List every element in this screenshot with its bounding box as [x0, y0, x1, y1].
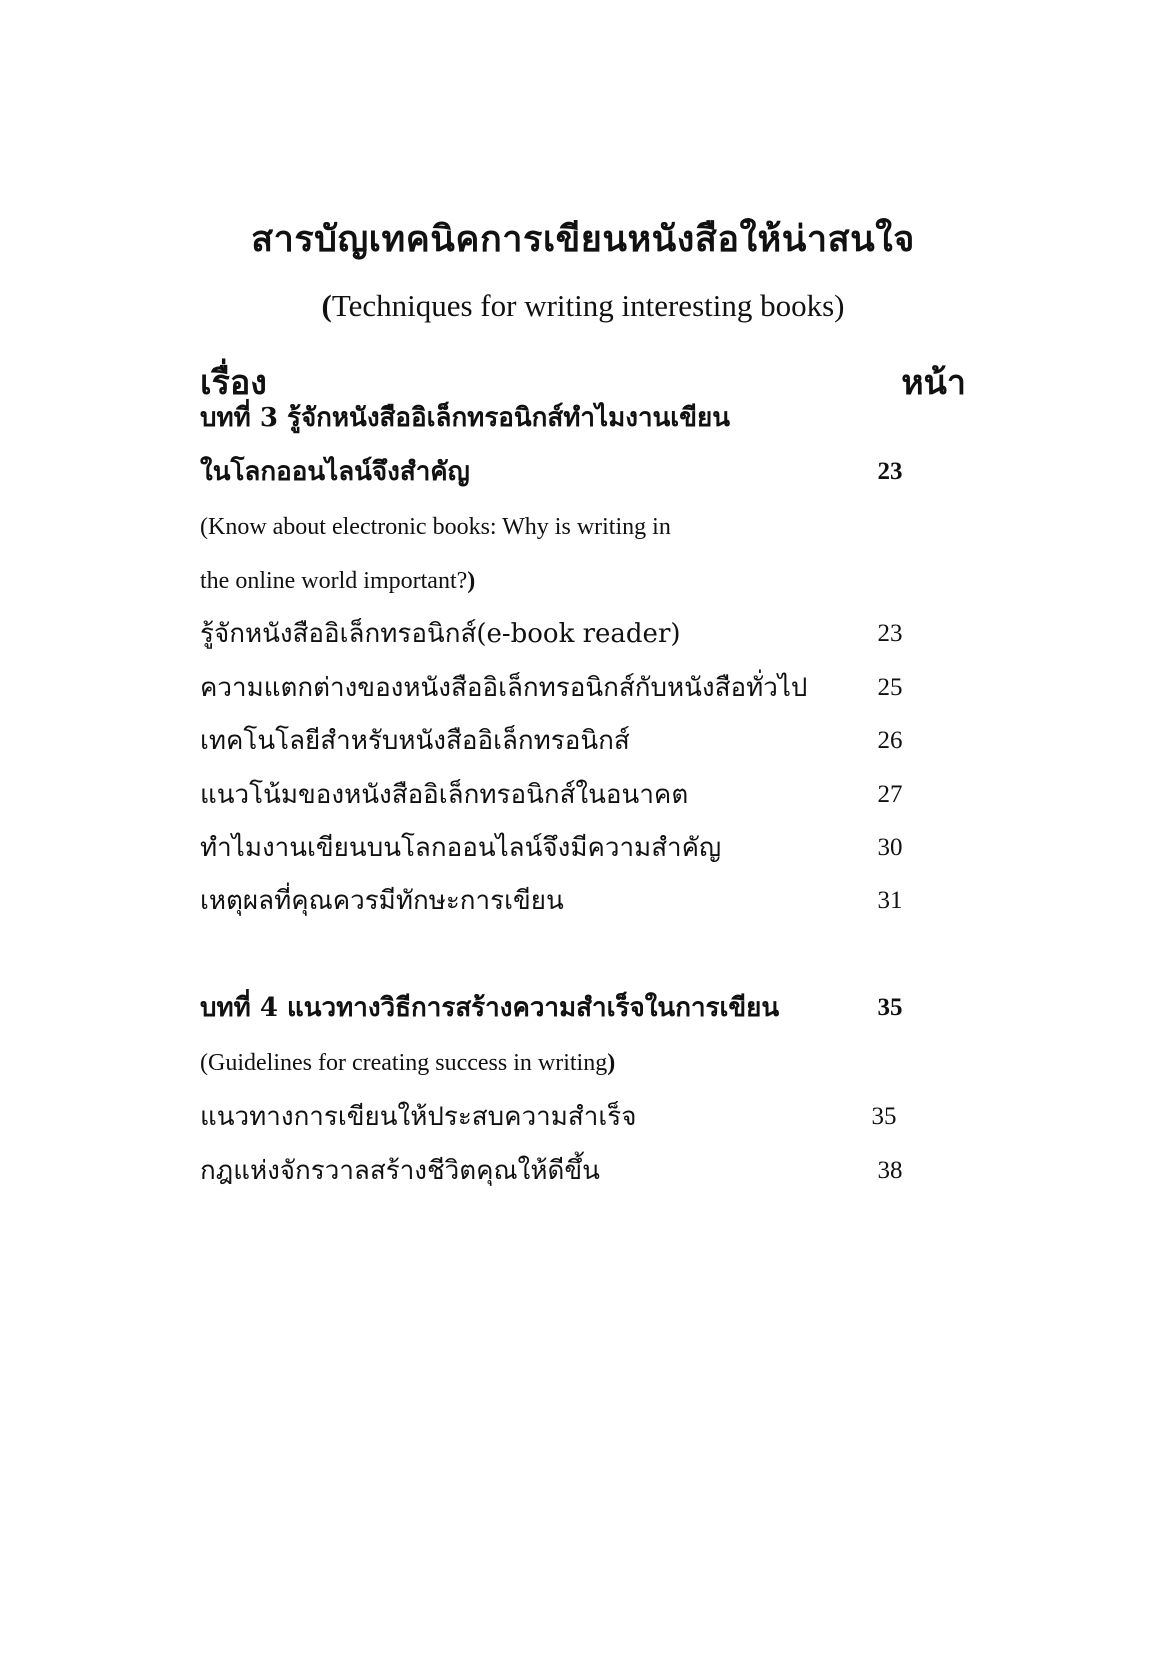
page-subtitle [0, 288, 1166, 324]
toc-entry-page: 31 [877, 887, 903, 914]
chapter4-eng-close-paren: ) [607, 1050, 616, 1076]
chapter3-title-line2 [200, 452, 960, 492]
toc-entry-label: แนวทางการเขียนให้ประสบความสำเร็จ [200, 1102, 637, 1132]
chapter4-eng-wrap [200, 1043, 615, 1083]
chapter4-page: 35 [877, 994, 903, 1021]
chapter3-title-line1-text: บทที่ 3 รู้จักหนังสืออิเล็กทรอนิกส์ทำไมงานเขียน [200, 403, 730, 433]
toc-entry [200, 721, 960, 761]
chapter4-title-line [200, 988, 960, 1028]
chapter3-eng-line1 [200, 507, 960, 547]
chapter4-title-text: บทที่ 4 แนวทางวิธีการสร้างความสำเร็จในการเขียน [200, 993, 780, 1023]
toc-entry [200, 668, 960, 708]
toc-entry-page: 30 [877, 834, 903, 861]
toc-entry [200, 1097, 960, 1137]
chapter3-eng-line2-text: the online world important? [200, 568, 468, 594]
toc-entry-page: 23 [877, 620, 903, 647]
page-title: สารบัญเทคนิคการเขียนหนังสือให้น่าสนใจ [251, 218, 915, 260]
toc-entry [200, 775, 960, 815]
header-topic: เรื่อง [200, 363, 267, 403]
toc-entry [200, 881, 960, 921]
toc-entry-label: เหตุผลที่คุณควรมีทักษะการเขียน [200, 886, 564, 916]
toc-entry-page: 27 [877, 781, 903, 808]
toc-entry-label: ทำไมงานเขียนบนโลกออนไลน์จึงมีความสำคัญ [200, 833, 722, 863]
toc-entry-label: กฎแห่งจักรวาลสร้างชีวิตคุณให้ดีขึ้น [200, 1156, 600, 1186]
chapter3-eng-line2-wrap [200, 561, 475, 601]
toc-entry-label: แนวโน้มของหนังสืออิเล็กทรอนิกส์ในอนาคต [200, 780, 689, 810]
toc-entry-label: ความแตกต่างของหนังสืออิเล็กทรอนิกส์กับหนังสือทั่วไป [200, 673, 808, 703]
toc-entry [200, 828, 960, 868]
toc-entry-page: 38 [877, 1157, 903, 1184]
toc-entry-page: 26 [877, 727, 903, 754]
subtitle-open-paren: ( [321, 288, 332, 323]
toc-entry-label: เทคโนโลยีสำหรับหนังสืออิเล็กทรอนิกส์ [200, 726, 630, 756]
header-page: หน้า [901, 363, 966, 403]
chapter3-page: 23 [877, 458, 903, 485]
toc-entry-page: 35 [871, 1103, 897, 1130]
chapter3-eng-line2 [200, 561, 960, 601]
chapter3-title-line2-text: ในโลกออนไลน์จึงสำคัญ [200, 457, 470, 487]
toc-entry-label: รู้จักหนังสืออิเล็กทรอนิกส์(e-book reader) [200, 619, 681, 649]
toc-entry [200, 1151, 960, 1191]
chapter3-eng-close-paren: ) [467, 568, 476, 594]
toc-entry-page: 25 [877, 674, 903, 701]
chapter4-eng-line [200, 1043, 960, 1083]
subtitle-text: Techniques for writing interesting books) [331, 288, 845, 323]
chapter3-title-line1 [200, 398, 960, 438]
toc-entry [200, 614, 960, 654]
chapter3-eng-line1-text: (Know about electronic books: Why is writing in [200, 514, 671, 540]
chapter4-eng-text: (Guidelines for creating success in writing [200, 1050, 608, 1076]
